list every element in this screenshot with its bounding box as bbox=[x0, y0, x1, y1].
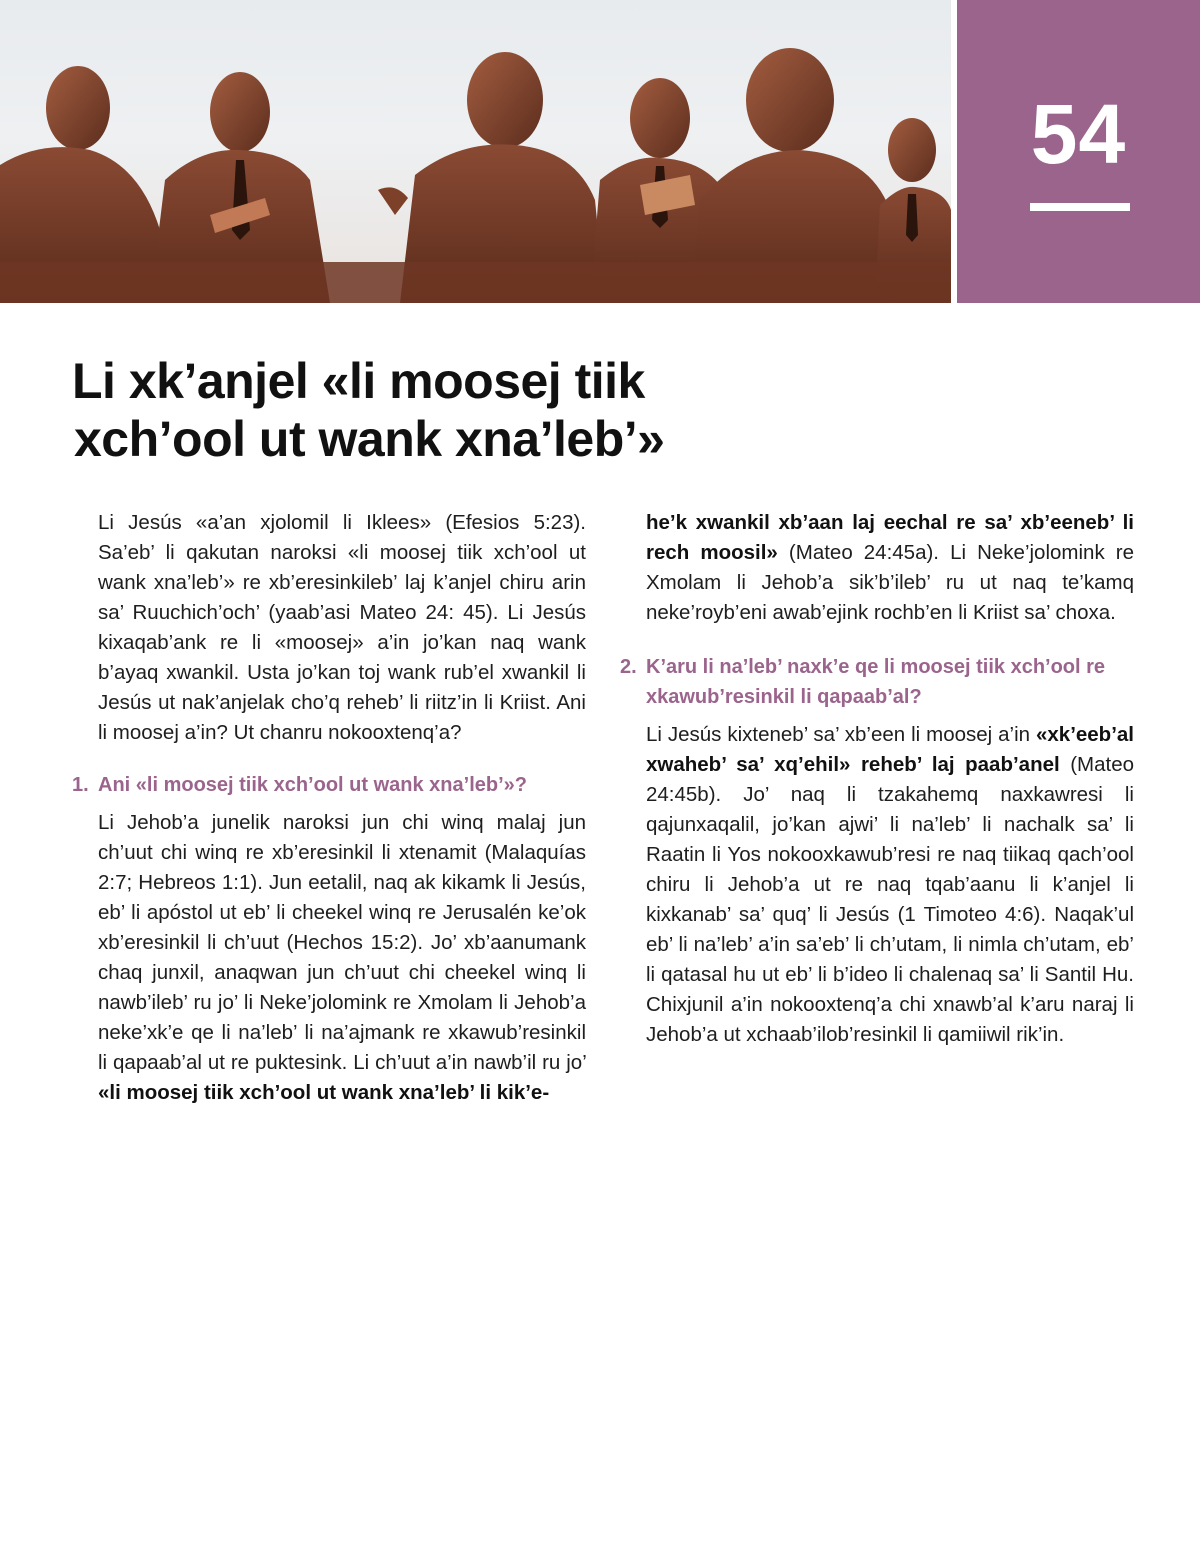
section-1-bold-continuation: he’k xwankil xb’aan laj eechal re sa’ xb’eeneb’ li rech moosil» bbox=[646, 511, 1134, 564]
right-column bbox=[620, 508, 1135, 1050]
question-2-number: 2. bbox=[620, 656, 637, 678]
title-line-1: Li xk’anjel «li moosej tiik bbox=[72, 353, 645, 409]
question-2-text: K’aru li na’leb’ naxk’e qe li moosej tiik xch’ool re xkawub’resinkil li qapaab’al? bbox=[646, 656, 1106, 708]
section-1-text: Li Jehob’a junelik naroksi jun chi winq malaj jun ch’uut chi winq re xb’eresinkil li xtenamit (Malaquías 2:7; Hebreos 1:1). Jun eetalil, naq ak kikamk li Jesús, eb’ li apóstol ut eb’ li cheekel winq re Jerusalén ke’ok xb’eresinkil li ch’uut (Hechos 15:2). Jo’ xb’aanumank chaq junxil, anaqwan jun ch’uut chi cheekel winq li nawb’ileb’ ru jo’ li Neke’jolomink re Xmolam li Jehob’a neke’xk’e qe li na’leb’ li na’ajmank re xkawub’resinkil li qapaab’al ut re puktesink. Li ch’uut a’in nawb’il ru jo’ bbox=[98, 811, 586, 1074]
section-1-continuation bbox=[646, 508, 1134, 628]
lesson-number-badge bbox=[957, 0, 1200, 303]
section-2-text-b: (Mateo 24:45b). Jo’ naq li tzakahemq naxkawresi li qajunxaqalil, jo’kan ajwi’ li na’leb’ li nachalk sa’ li Raatin li Yos nokooxkawub’resi re naq tiikaq qach’ool chiru li Jehob’a ut re naq tqab’aanu li k’anjel li kixkanab’ sa’ quq’ li Jesús (1 Timoteo 4:6). Naqak’ul eb’ li na’leb’ a’in sa’eb’ li ch’utam, li nimla ch’utam, eb’ li qatasal hu ut eb’ li b’ideo li chalenaq sa’ li Santil Hu. Chixjunil a’in nokooxtenq’a chi xnawb’al k’aru naraj li Jehob’a ut xchaab’ilob’resinkil li qamiiwil rik’in. bbox=[646, 753, 1135, 1046]
page-title bbox=[72, 352, 772, 468]
lesson-number: 54 bbox=[1030, 87, 1127, 181]
section-1-bold: «li moosej tiik xch’ool ut wank xna’leb’ li kik’e- bbox=[98, 1081, 550, 1104]
elders-silhouette-image bbox=[0, 0, 951, 303]
section-1-paragraph bbox=[98, 808, 586, 1108]
question-1 bbox=[72, 770, 586, 800]
section-2-text-a: Li Jesús kixteneb’ sa’ xb’een li moosej a’in bbox=[646, 723, 1036, 746]
section-2-paragraph bbox=[646, 720, 1134, 1050]
section-2-bold: «xk’eeb’al xwaheb’ sa’ xq’ehil» reheb’ laj paab’anel bbox=[646, 723, 1134, 776]
badge-underline bbox=[1030, 203, 1130, 211]
question-1-text: Ani «li moosej tiik xch’ool ut wank xna’leb’»? bbox=[98, 774, 527, 796]
question-1-number: 1. bbox=[72, 774, 89, 796]
header-illustration bbox=[0, 0, 951, 303]
section-1-text-continuation: (Mateo 24:45a). Li Neke’jolomink re Xmolam li Jehob’a sik’b’ileb’ ru ut naq te’kamq neke’royb’eni awab’ejink rochb’en li Kriist sa’ choxa. bbox=[646, 541, 1134, 624]
question-2 bbox=[620, 652, 1134, 712]
left-column bbox=[72, 508, 586, 1108]
title-line-2: xch’ool ut wank xna’leb’» bbox=[74, 411, 665, 467]
intro-paragraph: Li Jesús «a’an xjolomil li Iklees» (Efesios 5:23). Sa’eb’ li qakutan naroksi «li moosej tiik xch’ool ut wank xna’leb’» re xb’eresinkileb’ laj k’anjel chiru arin sa’ Ruuchich’och’ (yaab’asi Mateo 24: 45). Li Jesús kixaqab’ank re li «moosej» a’in jo’kan naq wank b’ayaq xwankil. Usta jo’kan toj wank rub’el xwankil li Jesús ut nak’anjelak cho’q reheb’ li riitz’in li Kriist. Ani li moosej a’in? Ut chanru nokooxtenq’a? bbox=[98, 511, 586, 744]
